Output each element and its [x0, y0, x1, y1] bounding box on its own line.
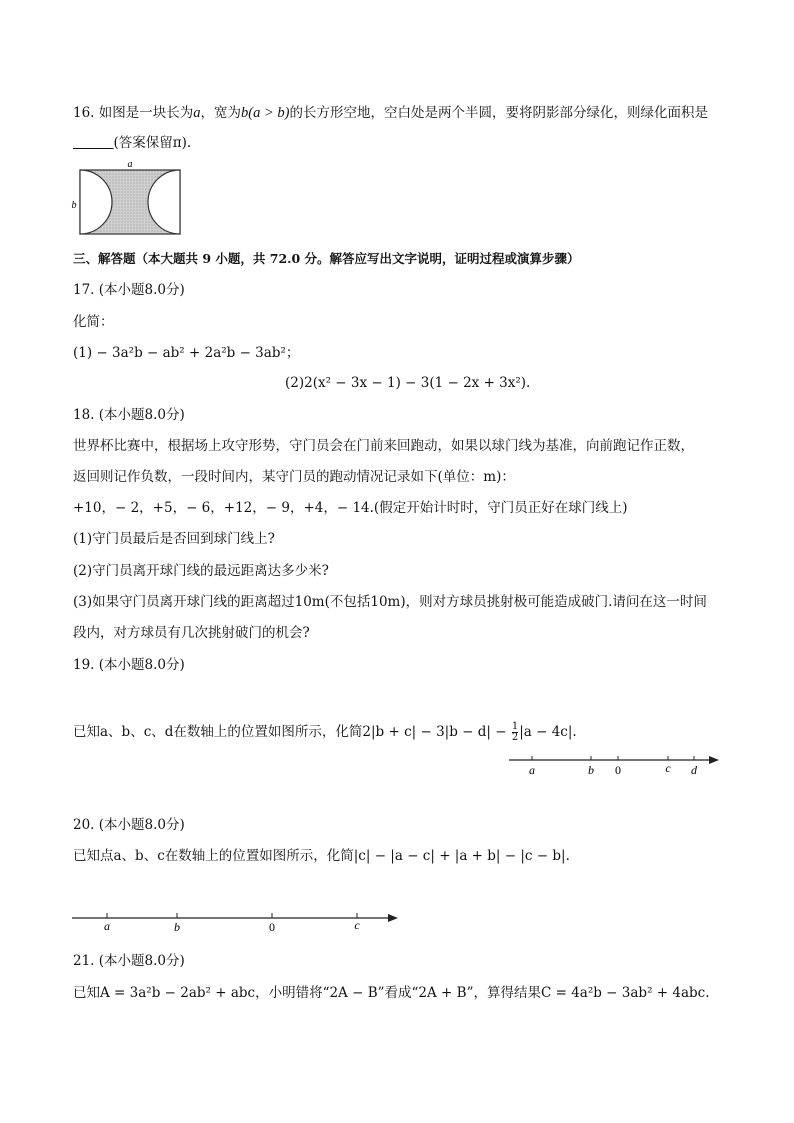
q19-text — [73, 722, 577, 743]
q18-paragraph-1: 世界杯比赛中，根据场上攻守形势，守门员会在门前来回跑动，如果以球门线为基准，向前跑记作正数， — [73, 438, 694, 454]
axis-arrow — [709, 756, 719, 764]
q18-header: 18. (本小题8.0分) — [73, 407, 185, 423]
q19-text-prefix: 已知a、b、c、d在数轴上的位置如图所示，化简2|b + c| − 3|b − d| − — [73, 724, 507, 740]
q19-number-line — [505, 748, 730, 780]
axis-label-0: 0 — [269, 920, 275, 934]
q20-header: 20. (本小题8.0分) — [73, 817, 185, 833]
q16-line1 — [73, 104, 708, 122]
q16-note: (答案保留π). — [113, 135, 192, 151]
q19-fraction — [512, 722, 518, 743]
q20-text: 已知点a、b、c在数轴上的位置如图所示，化简|c| − |a − c| + |a + b| − |c − b|. — [73, 848, 570, 864]
axis-arrow — [388, 914, 398, 922]
q17-header: 17. (本小题8.0分) — [73, 282, 185, 298]
q17-part2: (2)2(x² − 3x − 1) − 3(1 − 2x + 3x²). — [285, 375, 531, 391]
q16-rectangle-figure — [70, 158, 185, 238]
label-a: a — [127, 159, 133, 170]
q16-var-a: a — [193, 105, 201, 121]
q16-line2 — [73, 134, 191, 152]
q18-sub-3a: (3)如果守门员离开球门线的距离超过10m(不包括10m)，则对方球员挑射极可能造成破门.请问在这一时间 — [73, 594, 707, 610]
axis-label-b: b — [588, 763, 594, 777]
q17-part1: (1) − 3a²b − ab² + 2a²b − 3ab²； — [73, 345, 300, 361]
q16-text-1: 16. 如图是一块长为 — [73, 105, 194, 121]
axis-label-a: a — [104, 919, 110, 933]
axis-label-c: c — [354, 918, 360, 932]
q17-instruction: 化简： — [73, 314, 114, 330]
section-title: 三、解答题（本大题共 9 小题，共 72.0 分。解答应写出文字说明，证明过程或演算步骤） — [73, 251, 580, 266]
q18-paragraph-3: +10，− 2，+5，− 6，+12，− 9，+4，− 14.(假定开始计时时，守门员正好在球门线上) — [73, 500, 628, 516]
axis-label-0: 0 — [615, 763, 621, 777]
axis-label-a: a — [529, 763, 535, 777]
q21-text: 已知A = 3a²b − 2ab² + abc，小明错将“2A − B”看成“2A + B”，算得结果C = 4a²b − 3ab² + 4abc. — [73, 985, 710, 1001]
q20-number-line — [70, 906, 405, 936]
q21-header: 21. (本小题8.0分) — [73, 953, 185, 969]
q19-header: 19. (本小题8.0分) — [73, 657, 185, 673]
q18-sub-2: (2)守门员离开球门线的最远距离达多少米? — [73, 563, 329, 579]
q16-var-b: b(a > b) — [241, 105, 290, 121]
frac-num: 1 — [511, 721, 519, 732]
q18-paragraph-2: 返回则记作负数，一段时间内，某守门员的跑动情况记录如下(单位：m)： — [73, 469, 515, 485]
q18-sub-3b: 段内，对方球员有几次挑射破门的机会? — [73, 625, 310, 641]
q16-text-2: ，宽为 — [200, 105, 242, 121]
label-b: b — [71, 200, 77, 211]
axis-label-d: d — [691, 763, 697, 777]
frac-den: 2 — [511, 732, 519, 743]
axis-label-b: b — [174, 920, 180, 934]
q16-text-3: 的长方形空地，空白处是两个半圆，要将阴影部分绿化，则绿化面积是 — [289, 105, 708, 121]
q19-text-suffix: |a − 4c|. — [519, 724, 577, 740]
answer-blank — [73, 135, 114, 151]
q18-sub-1: (1)守门员最后是否回到球门线上? — [73, 531, 275, 547]
axis-label-c: c — [665, 761, 671, 775]
